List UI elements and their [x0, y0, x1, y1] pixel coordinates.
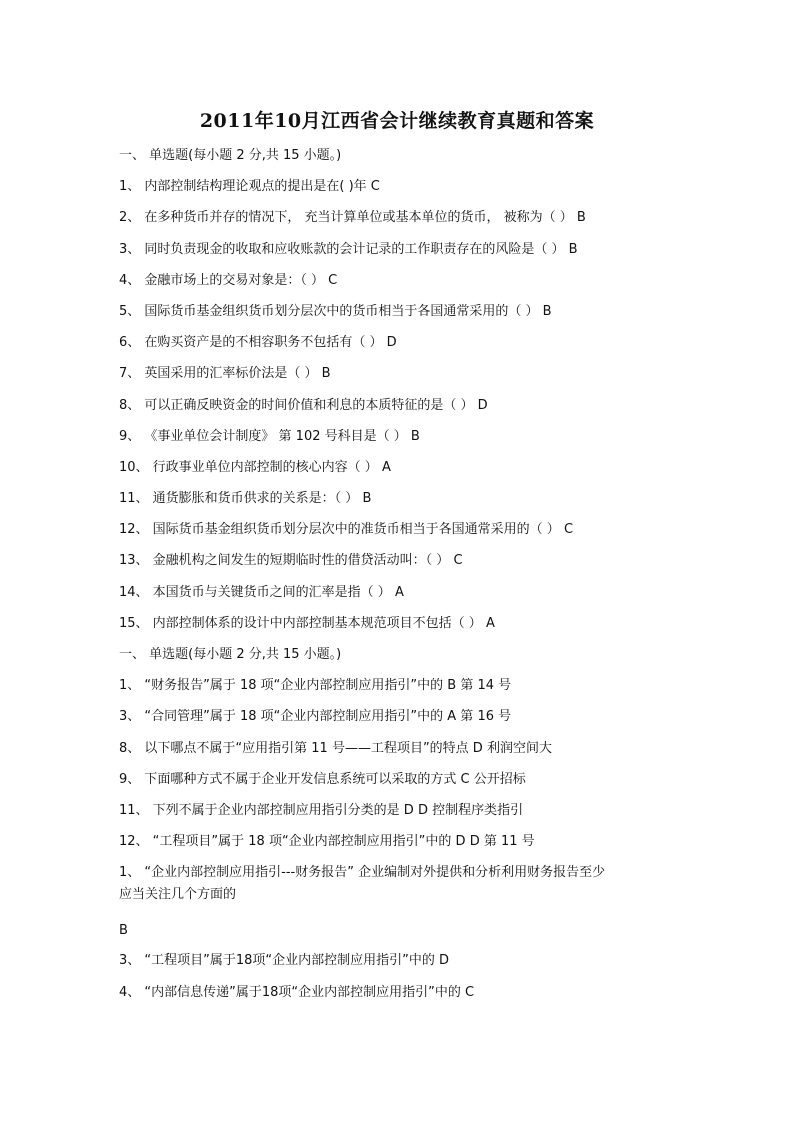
question-line: 12、 国际货币基金组织货币划分层次中的准货币相当于各国通常采用的（ ） C [119, 522, 574, 538]
section-heading: 一、 单选题(每小题 2 分,共 15 小题。) [119, 647, 342, 662]
question-line: 4、 “内部信息传递”属于18项“企业内部控制应用指引”中的 C [119, 984, 475, 1000]
question-line: 1、 内部控制结构理论观点的提出是在( )年 C [119, 179, 380, 195]
question-line: 12、 “工程项目”属于 18 项“企业内部控制应用指引”中的 D D 第 11 号 [119, 834, 535, 850]
question-line: 13、 金融机构之间发生的短期临时性的借贷活动叫：（ ） C [119, 553, 463, 569]
document-title: 2011年10月江西省会计继续教育真题和答案 [199, 110, 595, 132]
question-line: 9、 《事业单位会计制度》 第 102 号科目是（ ） B [119, 428, 420, 444]
question-line: 4、 金融市场上的交易对象是：（ ） C [119, 272, 338, 288]
question-line: 9、 下面哪种方式不属于企业开发信息系统可以采取的方式 C 公开招标 [119, 771, 526, 787]
question-line: 3、 “工程项目”属于18项“企业内部控制应用指引”中的 D [119, 953, 450, 969]
question-list [119, 146, 699, 1014]
question-line: 8、 以下哪点不属于“应用指引第 11 号——工程项目”的特点 D 利润空间大 [119, 740, 552, 756]
question-line: 7、 英国采用的汇率标价法是（ ） B [119, 366, 331, 382]
question-line: 1、 “企业内部控制应用指引---财务报告” 企业编制对外提供和分析利用财务报告至少 [119, 865, 606, 881]
question-line-continued: 应当关注几个方面的 [119, 887, 237, 903]
question-line: 11、 下列不属于企业内部控制应用指引分类的是 D D 控制程序类指引 [119, 802, 524, 818]
question-line: 10、 行政事业单位内部控制的核心内容（ ） A [119, 459, 391, 475]
question-line: 15、 内部控制体系的设计中内部控制基本规范项目不包括（ ） A [119, 615, 495, 631]
question-line: 3、 同时负责现金的收取和应收账款的会计记录的工作职责存在的风险是（ ） B [119, 241, 578, 257]
answer-line: B [119, 923, 128, 939]
question-line: 14、 本国货币与关键货币之间的汇率是指（ ） A [119, 584, 404, 600]
question-line: 5、 国际货币基金组织货币划分层次中的货币相当于各国通常采用的（ ） B [119, 303, 552, 319]
question-line: 1、 “财务报告”属于 18 项“企业内部控制应用指引”中的 B 第 14 号 [119, 678, 512, 694]
question-line: 8、 可以正确反映资金的时间价值和利息的本质特征的是（ ） D [119, 397, 488, 413]
question-line: 2、 在多种货币并存的情况下， 充当计算单位或基本单位的货币， 被称为（ ） B [119, 210, 586, 226]
question-line: 6、 在购买资产是的不相容职务不包括有（ ） D [119, 335, 397, 351]
question-line: 3、 “合同管理”属于 18 项“企业内部控制应用指引”中的 A 第 16 号 [119, 709, 512, 725]
section-heading: 一、 单选题(每小题 2 分,共 15 小题。) [119, 148, 342, 163]
question-line: 11、 通货膨胀和货币供求的关系是：（ ） B [119, 491, 372, 507]
